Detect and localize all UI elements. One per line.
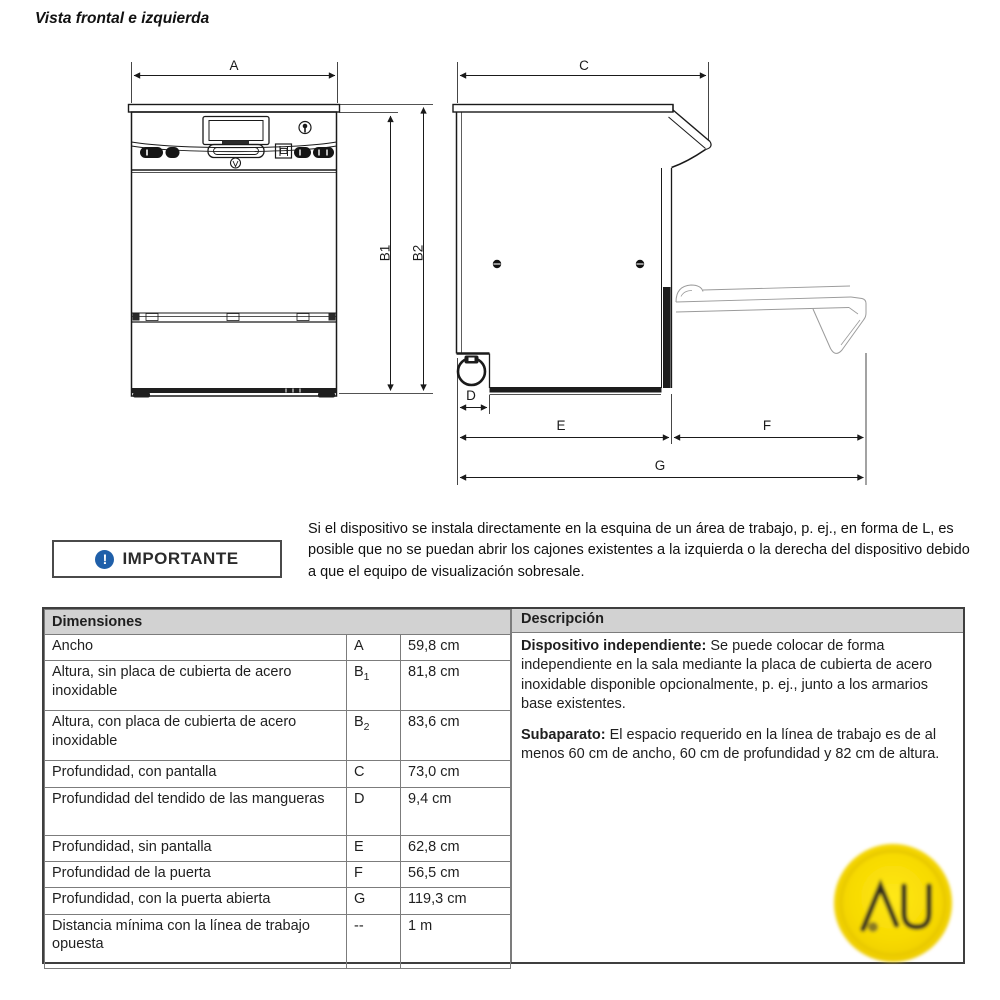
front-left-buttons [140, 147, 180, 158]
dim-label-f: F [762, 418, 772, 433]
important-note-box [52, 540, 282, 578]
table-row: Distancia mínima con la línea de trabajo opuesta -- 1 m [45, 914, 511, 968]
logo-dot [868, 922, 878, 932]
front-service-seam [132, 313, 337, 322]
exclamation-circle-icon: ! [95, 550, 114, 569]
dim-label-a: A [229, 58, 239, 73]
dim-label-d: D [466, 388, 476, 403]
dimensions-header: Dimensiones [45, 610, 511, 635]
description-body [512, 633, 963, 780]
lock-icon [231, 158, 241, 168]
side-view-drawing [453, 105, 866, 395]
side-display-wedge [669, 105, 712, 168]
dimensions-table [42, 607, 965, 964]
front-display-screen [209, 121, 263, 141]
front-cover-plate [129, 105, 340, 113]
key-switch-icon [299, 122, 311, 134]
installation-note: Si el dispositivo se instala directamente en la esquina de un área de trabajo, p. ej., en forma de L, es posible que no se puedan abrir los cajones existentes a la izquierda o la derecha del dispositivo debido a que el equipo de visualización sobresale. [308, 521, 970, 580]
screw-icon [493, 260, 644, 268]
table-row: Profundidad, con pantalla C 73,0 cm [45, 761, 511, 787]
description-paragraph: Dispositivo independiente: Se puede colocar de forma independiente en la sala mediante la placa de cubierta de acero inoxidable disponible opcionalmente, p. ej., junto a los armarios base existentes. [521, 638, 933, 713]
dim-label-b2: B2 [410, 244, 426, 262]
side-open-door-outline [676, 285, 866, 353]
table-row: Profundidad de la puerta F 56,5 cm [45, 861, 511, 887]
front-display-strip [222, 141, 249, 145]
table-row: Ancho A 59,8 cm [45, 635, 511, 661]
dim-label-e: E [556, 418, 566, 433]
description-header: Descripción [512, 609, 963, 633]
dim-label-c: C [579, 58, 589, 73]
side-hose-detail [457, 354, 490, 389]
table-row: Altura, sin placa de cubierta de acero inoxidable $B_1$ 81,8 cm [45, 661, 511, 711]
table-row: Profundidad del tendido de las mangueras D 9,4 cm [45, 787, 511, 835]
table-row: Profundidad, sin pantalla E 62,8 cm [45, 835, 511, 861]
side-cover-plate [453, 105, 673, 113]
front-view-drawing [129, 105, 340, 398]
dimension-lines [132, 62, 867, 485]
au-logo [828, 841, 962, 969]
front-door-handle [208, 145, 264, 158]
description-paragraph: Subaparato: El espacio requerido en la línea de trabajo es de al menos 60 cm de ancho, 60 cm de profundidad y 82 cm de altura. [521, 726, 940, 763]
dimensions-list [44, 609, 511, 969]
page-title: Vista frontal e izquierda [35, 10, 210, 27]
table-row: Profundidad, con la puerta abierta G 119,3 cm [45, 888, 511, 914]
dim-label-b1: B1 [377, 244, 393, 262]
side-base [490, 387, 662, 393]
dim-label-g: G [654, 458, 666, 473]
important-label: IMPORTANTE [122, 549, 239, 568]
table-row: Altura, con placa de cubierta de acero inoxidable $B_2$ 83,6 cm [45, 711, 511, 761]
